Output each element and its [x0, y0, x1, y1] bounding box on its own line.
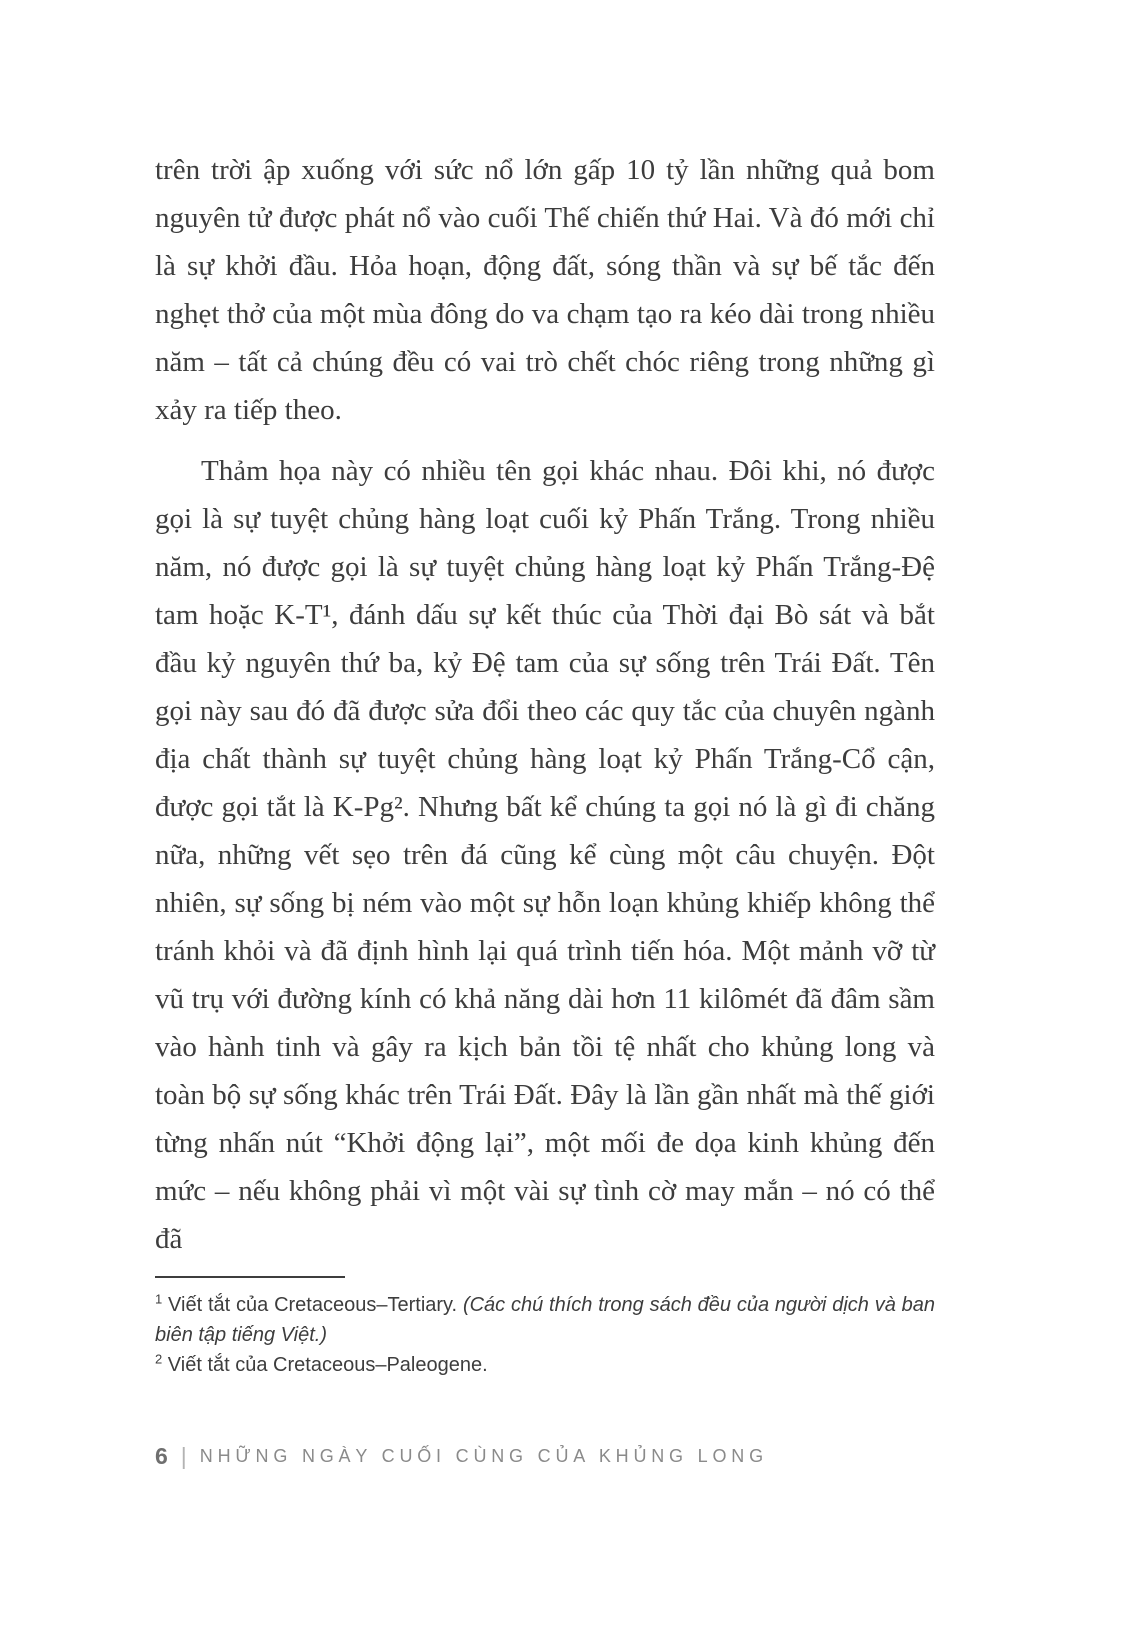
- footnote-1-marker: 1: [155, 1291, 163, 1307]
- body-text: [155, 146, 935, 1263]
- page-footer: [155, 1443, 768, 1470]
- paragraph-2: Thảm họa này có nhiều tên gọi khác nhau. Đôi khi, nó được gọi là sự tuyệt chủng hàng loạt cuối kỷ Phấn Trắng. Trong nhiều năm, nó được gọi là sự tuyệt chủng hàng loạt kỷ Phấn Trắng-Đệ tam hoặc K-T¹, đánh dấu sự kết thúc của Thời đại Bò sát và bắt đầu kỷ nguyên thứ ba, kỷ Đệ tam của sự sống trên Trái Đất. Tên gọi này sau đó đã được sửa đổi theo các quy tắc của chuyên ngành địa chất thành sự tuyệt chủng hàng loạt kỷ Phấn Trắng-Cổ cận, được gọi tắt là K-Pg². Nhưng bất kể chúng ta gọi nó là gì đi chăng nữa, những vết sẹo trên đá cũng kể cùng một câu chuyện. Đột nhiên, sự sống bị ném vào một sự hỗn loạn khủng khiếp không thể tránh khỏi và đã định hình lại quá trình tiến hóa. Một mảnh vỡ từ vũ trụ với đường kính có khả năng dài hơn 11 kilômét đã đâm sầm vào hành tinh và gây ra kịch bản tồi tệ nhất cho khủng long và toàn bộ sự sống khác trên Trái Đất. Đây là lần gần nhất mà thế giới từng nhấn nút “Khởi động lại”, một mối đe dọa kinh khủng đến mức – nếu không phải vì một vài sự tình cờ may mắn – nó có thể đã: [155, 455, 935, 1255]
- footnotes-section: [155, 1276, 935, 1380]
- footnote-1: [155, 1290, 935, 1350]
- footnote-1-text: Viết tắt của Cretaceous–Tertiary.: [162, 1294, 463, 1316]
- paragraph-1: trên trời ập xuống với sức nổ lớn gấp 10 tỷ lần những quả bom nguyên tử được phát nổ vào cuối Thế chiến thứ Hai. Và đó mới chỉ là sự khởi đầu. Hỏa hoạn, động đất, sóng thần và sự bế tắc đến nghẹt thở của một mùa đông do va chạm tạo ra kéo dài trong nhiều năm – tất cả chúng đều có vai trò chết chóc riêng trong những gì xảy ra tiếp theo.: [155, 154, 935, 426]
- footnote-2-marker: 2: [155, 1351, 163, 1367]
- footnote-2-text: Viết tắt của Cretaceous–Paleogene.: [162, 1354, 488, 1376]
- footer-separator: |: [180, 1443, 187, 1469]
- footnote-divider: [155, 1276, 345, 1278]
- page-number: 6: [155, 1443, 168, 1469]
- book-title: NHỮNG NGÀY CUỐI CÙNG CỦA KHỦNG LONG: [199, 1446, 768, 1466]
- footnote-1-italic-note: (Các chú thích trong sách đều của người dịch và ban biên tập tiếng Việt.): [155, 1294, 936, 1346]
- footnote-2: [155, 1350, 935, 1380]
